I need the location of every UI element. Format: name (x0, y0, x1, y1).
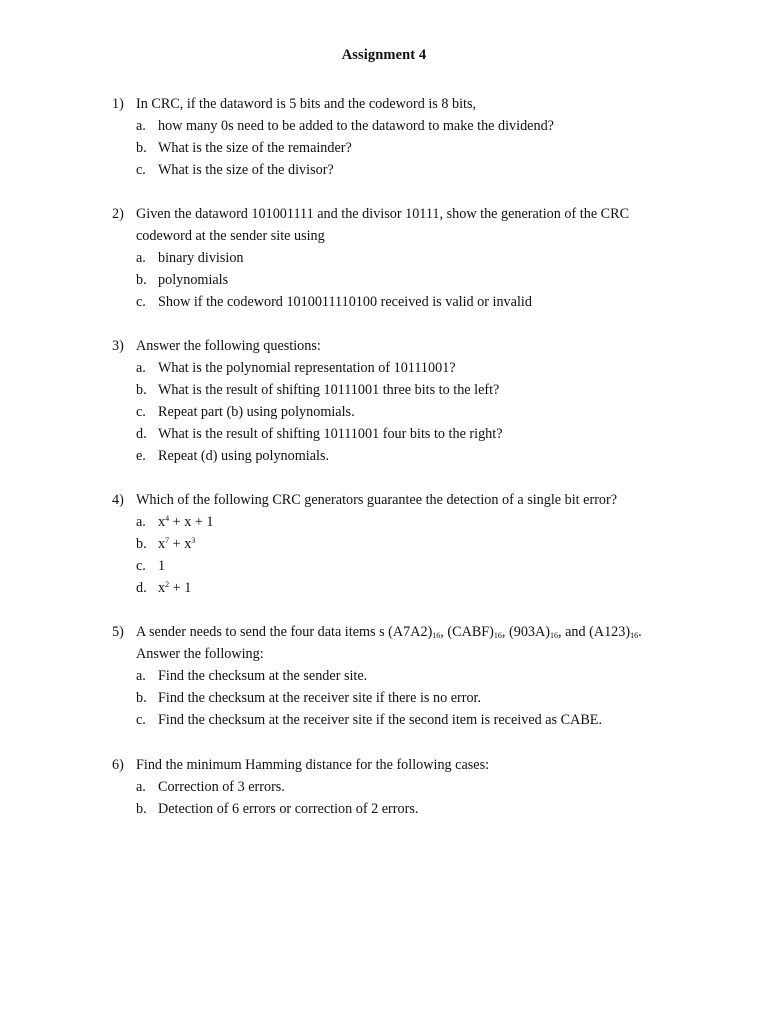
question-number: 2) (112, 206, 124, 222)
list-item: b. $x^7 + x^3$ (136, 533, 672, 555)
polynomial: $x^2 + 1$ (158, 580, 192, 596)
list-item: e. Repeat (d) using polynomials. (136, 448, 330, 464)
question-number: 5) (112, 624, 124, 640)
list-item: a. $x^4 + x + 1$ (136, 511, 672, 533)
list-item: b. polynomials (136, 272, 229, 288)
question-text: Which of the following CRC generators guarantee the detection of a single bit error? (136, 492, 618, 508)
question-3 (112, 335, 672, 467)
list-item: b. Detection of 6 errors or correction of 2 errors. (136, 801, 419, 817)
polynomial: $x^4 + x + 1$ (158, 514, 214, 530)
list-item: c. 1 (136, 558, 166, 574)
question-5 (112, 621, 672, 731)
list-item: a. Correction of 3 errors. (136, 779, 285, 795)
question-number: 6) (112, 757, 124, 773)
list-item: c. Find the checksum at the receiver site if the second item is received as CABE. (136, 712, 603, 728)
list-item: c. What is the size of the divisor? (136, 162, 334, 178)
question-number: 3) (112, 338, 124, 354)
question-4 (112, 489, 672, 599)
list-item: a. What is the polynomial representation of 10111001? (136, 360, 456, 376)
polynomial: $x^7 + x^3$ (158, 536, 196, 552)
question-number: 4) (112, 492, 124, 508)
question-text: Find the minimum Hamming distance for the following cases: (136, 757, 490, 773)
list-item: b. What is the result of shifting 10111001 three bits to the left? (136, 382, 500, 398)
question-1 (112, 93, 672, 181)
question-text: A sender needs to send the four data items s $(A7A2)_{16}$, $(CABF)_{16}$, $(903A)_{16}$, and $(A123)_{16}$. Answer the following: (136, 624, 642, 662)
question-text: In CRC, if the dataword is 5 bits and the codeword is 8 bits, (136, 96, 477, 112)
list-item: c. Repeat part (b) using polynomials. (136, 404, 355, 420)
list-item: c. Show if the codeword 1010011110100 received is valid or invalid (136, 294, 532, 310)
question-6 (112, 754, 672, 820)
list-item: d. What is the result of shifting 10111001 four bits to the right? (136, 426, 503, 442)
page-title: Assignment 4 (341, 47, 427, 63)
list-item: a. how many 0s need to be added to the dataword to make the dividend? (136, 118, 554, 134)
list-item: b. What is the size of the remainder? (136, 140, 352, 156)
question-number: 1) (112, 96, 124, 112)
list-item: a. Find the checksum at the sender site. (136, 668, 368, 684)
question-text: Answer the following questions: (136, 338, 321, 354)
list-item: d. $x^2 + 1$ (136, 577, 672, 599)
question-2 (112, 203, 672, 313)
question-text: Given the dataword 101001111 and the divisor 10111, show the generation of the CRC codeword at the sender site using (136, 206, 630, 244)
list-item: a. binary division (136, 250, 244, 266)
list-item: b. Find the checksum at the receiver site if there is no error. (136, 690, 482, 706)
